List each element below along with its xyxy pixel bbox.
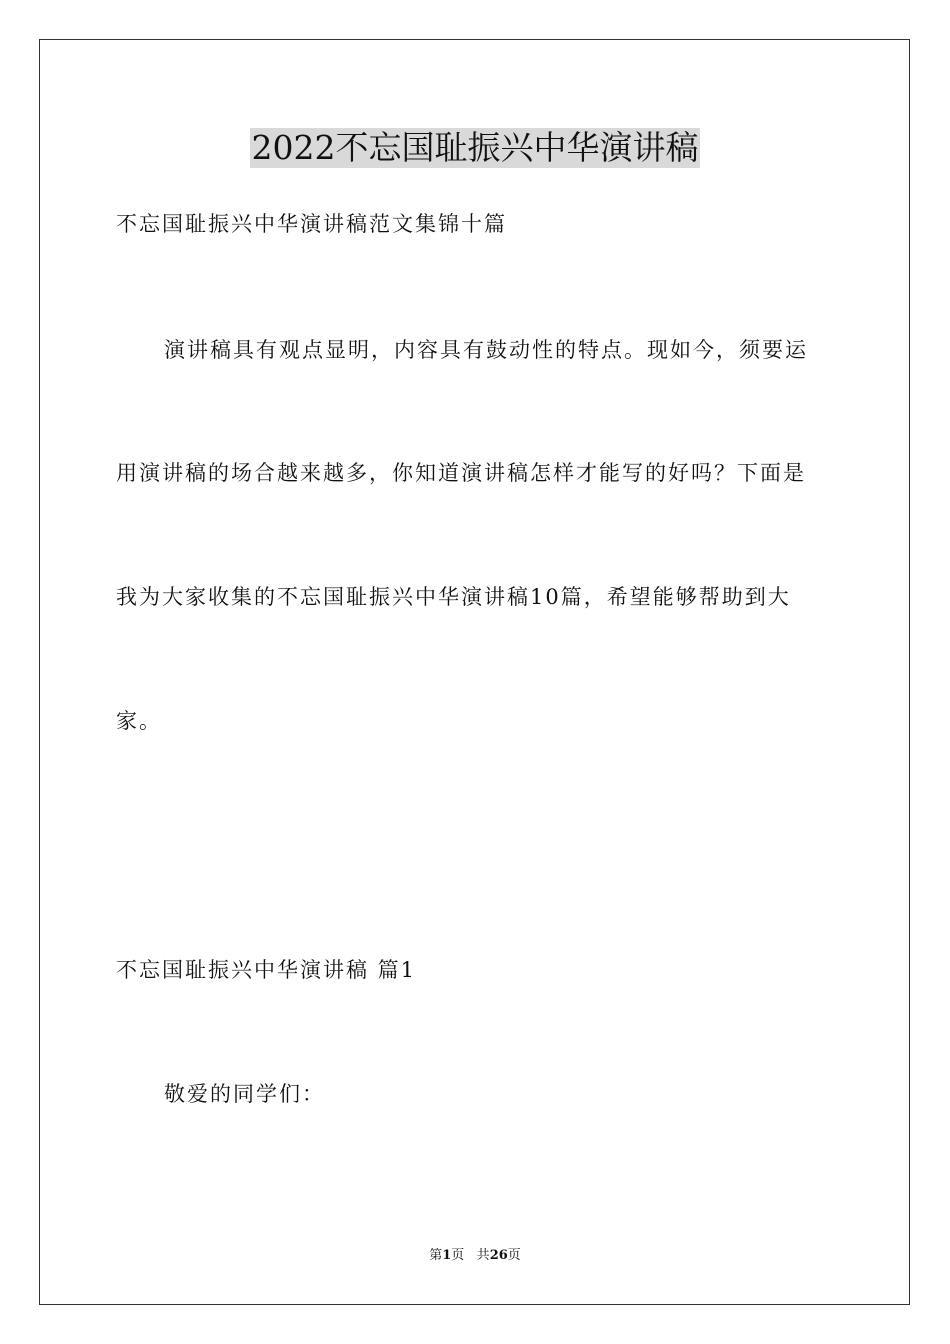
intro-line-2: 用演讲稿的场合越来越多，你知道演讲稿怎样才能写的好吗？下面是 (116, 461, 806, 485)
intro-line-3: 我为大家收集的不忘国耻振兴中华演讲稿10篇，希望能够帮助到大 (116, 585, 791, 609)
total-prefix: 共 (476, 1248, 490, 1263)
page-suffix: 页 (451, 1248, 465, 1263)
intro-line-1: 演讲稿具有观点显明，内容具有鼓动性的特点。现如今，须要运 (164, 338, 808, 362)
intro-line-4: 家。 (116, 709, 162, 733)
total-pages: 26 (489, 1248, 508, 1263)
page-footer (0, 1247, 950, 1265)
total-suffix: 页 (507, 1248, 521, 1263)
document-title: 2022不忘国耻振兴中华演讲稿 (251, 128, 699, 167)
section-heading: 不忘国耻振兴中华演讲稿 篇1 (116, 958, 417, 982)
page-prefix: 第 (429, 1248, 443, 1263)
title-container (0, 128, 950, 168)
page-number: 1 (442, 1248, 452, 1263)
document-subtitle: 不忘国耻振兴中华演讲稿范文集锦十篇 (116, 212, 507, 236)
greeting: 敬爱的同学们： (164, 1082, 325, 1106)
